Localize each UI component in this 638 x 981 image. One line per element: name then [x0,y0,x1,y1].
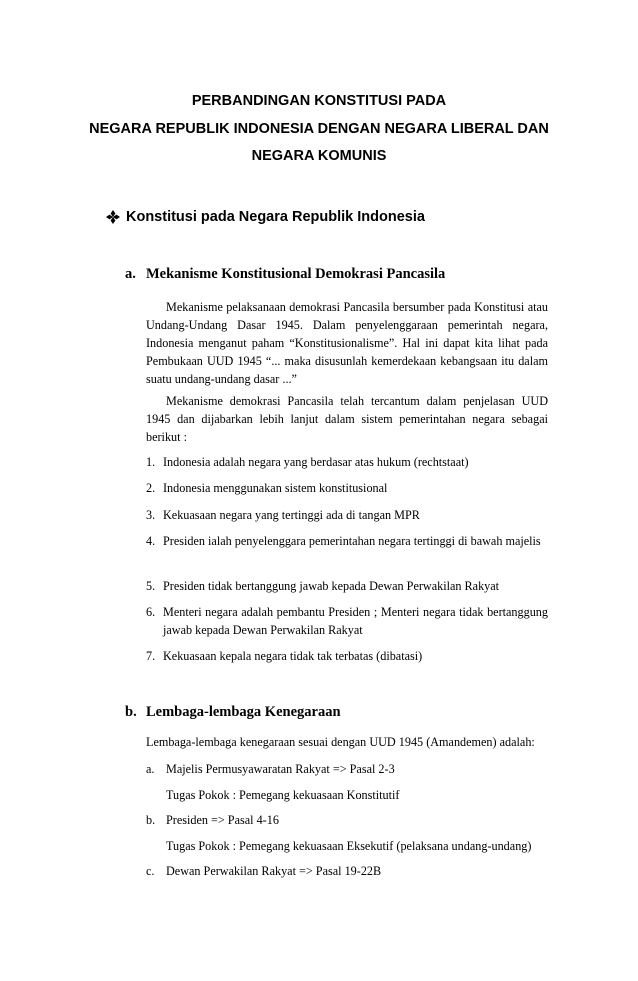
list-number: 6. [146,605,156,619]
title-line-3: NEGARA KOMUNIS [251,148,387,164]
tugas-pokok-text: Tugas Pokok : Pemegang kekuasaan Eksekutif (pelaksana undang-undang) [166,839,532,853]
subheading-b-letter: b. [125,704,137,720]
list-number: 1. [146,455,156,469]
list-item [146,479,548,497]
list-item [146,577,548,595]
subheading-a [125,266,445,283]
list-item [146,862,548,880]
list-text: Dewan Perwakilan Rakyat => Pasal 19-22B [166,864,382,878]
list-text: Presiden ialah penyelenggara pemerintahan negara tertinggi di bawah majelis [163,534,541,548]
list-letter: c. [146,864,155,878]
list-text: Presiden => Pasal 4-16 [166,813,279,827]
list-item [146,647,548,665]
list-text: Indonesia adalah negara yang berdasar atas hukum (rechtstaat) [163,455,469,469]
subheading-b [125,704,341,721]
list-text: Kekuasaan negara yang tertinggi ada di tangan MPR [163,508,420,522]
list-item [146,506,548,524]
section-heading [106,209,425,225]
four-diamond-bullet-icon [106,210,120,224]
list-text: Menteri negara adalah pembantu Presiden ; Menteri negara tidak bertanggung jawab kepada Dewan Perwakilan Rakyat [163,605,548,637]
list-number: 5. [146,579,156,593]
title-line-1: PERBANDINGAN KONSTITUSI PADA [191,93,447,109]
list-text: Indonesia menggunakan sistem konstitusional [163,481,388,495]
list-number: 2. [146,481,156,495]
list-letter: a. [146,762,155,776]
list-item [146,532,548,550]
paragraph-a-1: Mekanisme pelaksanaan demokrasi Pancasila bersumber pada Konstitusi atau Undang-Undang Dasar 1945. Dalam penyelenggaraan pemerintah negara, Indonesia menganut paham “Konstitusionalisme”. Hal ini dapat kita lihat pada Pembukaan UUD 1945 “... maka disusunlah kemerdekaan kebangsaan itu dalam suatu undang-undang dasar ...” [146,300,548,386]
subheading-a-text: Mekanisme Konstitusional Demokrasi Pancasila [146,266,446,282]
list-item [146,811,548,829]
section-heading-text: Konstitusi pada Negara Republik Indonesia [126,209,425,225]
title-line-2: NEGARA REPUBLIK INDONESIA DENGAN NEGARA LIBERAL DAN [89,121,549,137]
list-item [146,760,548,778]
tugas-pokok-text: Tugas Pokok : Pemegang kekuasaan Konstitutif [166,788,400,802]
list-number: 4. [146,534,156,548]
list-item [146,603,548,639]
list-text: Presiden tidak bertanggung jawab kepada Dewan Perwakilan Rakyat [163,579,500,593]
list-number: 7. [146,649,156,663]
list-item [146,453,548,471]
paragraph-a-2: Mekanisme demokrasi Pancasila telah tercantum dalam penjelasan UUD 1945 dan dijabarkan lebih lanjut dalam sistem pemerintahan negara sebagai berikut : [146,394,548,444]
subheading-b-text: Lembaga-lembaga Kenegaraan [146,704,341,720]
list-letter: b. [146,813,156,827]
list-number: 3. [146,508,156,522]
subheading-a-letter: a. [125,266,136,282]
paragraph-b-intro: Lembaga-lembaga kenegaraan sesuai dengan UUD 1945 (Amandemen) adalah: [146,735,535,749]
list-text: Majelis Permusyawaratan Rakyat => Pasal 2-3 [166,762,395,776]
list-text: Kekuasaan kepala negara tidak tak terbatas (dibatasi) [163,649,423,663]
